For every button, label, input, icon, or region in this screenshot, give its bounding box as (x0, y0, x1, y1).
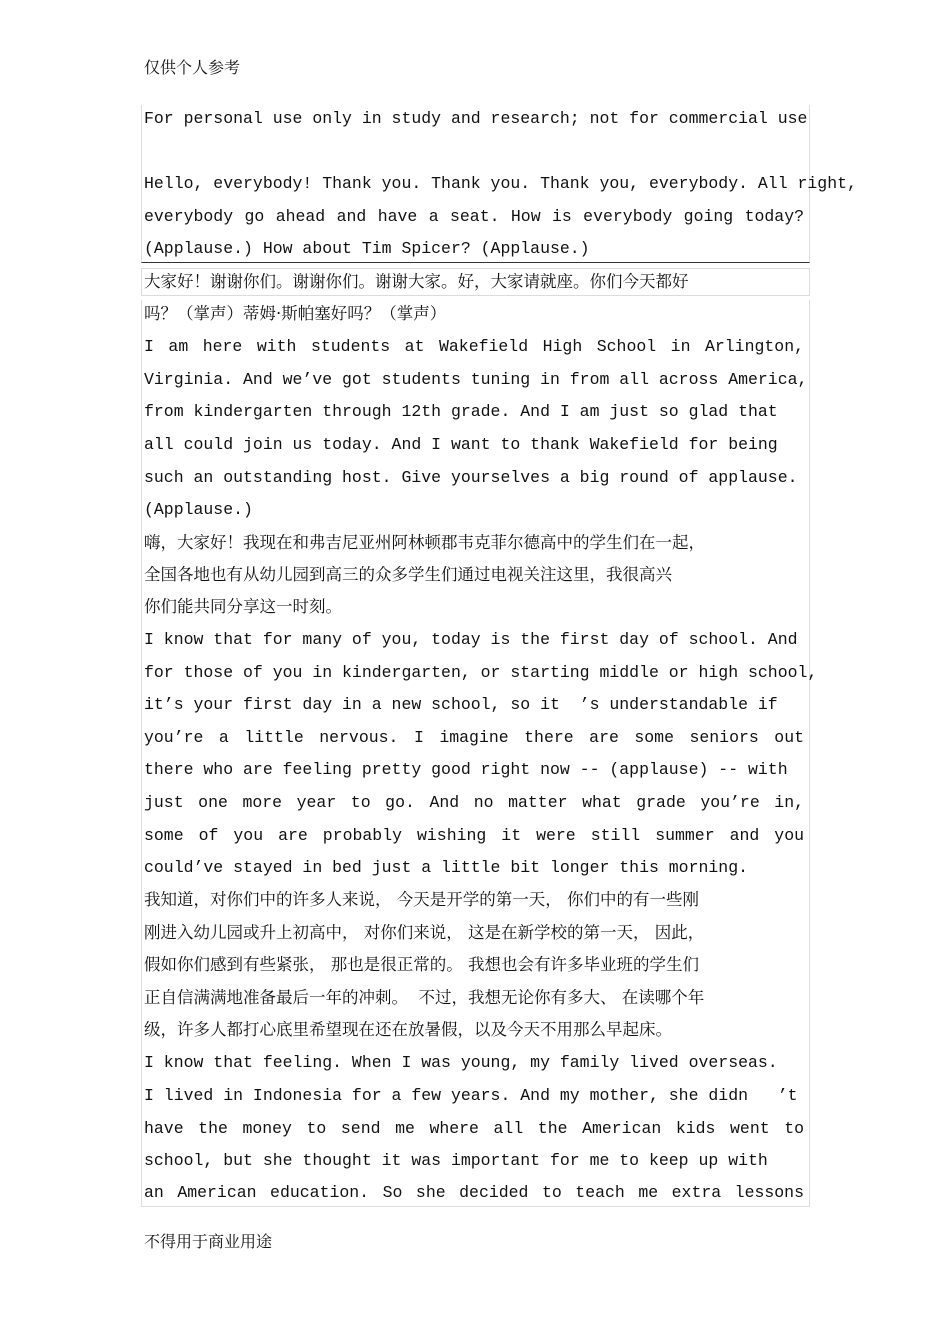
paragraph-line: I know that for many of you, today is the first day of school. And (144, 630, 798, 649)
paragraph-line: such an outstanding host. Give yourselves a big round of applause. (144, 468, 798, 487)
paragraph-line: school, but she thought it was important for me to keep up with (144, 1151, 768, 1170)
paragraph-line: 我知道，对你们中的许多人来说， 今天是开学的第一天， 你们中的有一些刚 (144, 890, 699, 909)
disclaimer-line: For personal use only in study and research; not for commercial use (144, 109, 808, 128)
paragraph-line: an American education. So she decided to teach me extra lessons (144, 1183, 804, 1202)
header-watermark: 仅供个人参考 (144, 58, 241, 77)
paragraph-line: (Applause.) How about Tim Spicer? (Applause.) (144, 239, 590, 258)
paragraph-line: could’ve stayed in bed just a little bit longer this morning. (144, 858, 748, 877)
paragraph-line: I am here with students at Wakefield High School in Arlington, (144, 337, 804, 356)
paragraph-line: 刚进入幼儿园或升上初高中， 对你们来说， 这是在新学校的第一天， 因此， (144, 923, 705, 942)
paragraph-line: Hello, everybody! Thank you. Thank you. Thank you, everybody. All right, (144, 174, 857, 193)
paragraph-line: 正自信满满地准备最后一年的冲刺。 不过，我想无论你有多大、 在读哪个年 (144, 988, 705, 1007)
paragraph-line: I know that feeling. When I was young, my family lived overseas. (144, 1053, 778, 1072)
paragraph-line: from kindergarten through 12th grade. And I am just so glad that (144, 402, 778, 421)
paragraph-line: everybody go ahead and have a seat. How is everybody going today? (144, 207, 804, 226)
paragraph-line: 吗？（掌声）蒂姆·斯帕塞好吗？（掌声） (144, 304, 447, 323)
paragraph-line: I lived in Indonesia for a few years. And my mother, she didn ’t (144, 1086, 798, 1105)
paragraph-line: have the money to send me where all the American kids went to (144, 1119, 804, 1138)
paragraph-line: 大家好！谢谢你们。谢谢你们。谢谢大家。好，大家请就座。你们今天都好 (144, 272, 689, 291)
paragraph-line: 嗨，大家好！我现在和弗吉尼亚州阿林顿郡韦克菲尔德高中的学生们在一起， (144, 533, 705, 552)
paragraph-line: (Applause.) (144, 500, 253, 519)
paragraph-line: Virginia. And we’ve got students tuning in from all across America, (144, 370, 808, 389)
paragraph-line: all could join us today. And I want to thank Wakefield for being (144, 435, 778, 454)
footer-watermark: 不得用于商业用途 (144, 1232, 273, 1251)
paragraph-line: for those of you in kindergarten, or starting middle or high school, (144, 663, 818, 682)
paragraph-line: 你们能共同分享这一时刻。 (144, 597, 342, 616)
paragraph-line: it’s your first day in a new school, so it ’s understandable if (144, 695, 778, 714)
paragraph-line: 全国各地也有从幼儿园到高三的众多学生们通过电视关注这里，我很高兴 (144, 565, 672, 584)
paragraph-line: just one more year to go. And no matter what grade you’re in, (144, 793, 804, 812)
paragraph-line: some of you are probably wishing it were still summer and you (144, 826, 804, 845)
paragraph-line: you’re a little nervous. I imagine there are some seniors out (144, 728, 804, 747)
paragraph-line: 级，许多人都打心底里希望现在还在放暑假，以及今天不用那么早起床。 (144, 1020, 672, 1039)
paragraph-line: 假如你们感到有些紧张， 那也是很正常的。 我想也会有许多毕业班的学生们 (144, 955, 699, 974)
paragraph-line: there who are feeling pretty good right now -- (applause) -- with (144, 760, 788, 779)
